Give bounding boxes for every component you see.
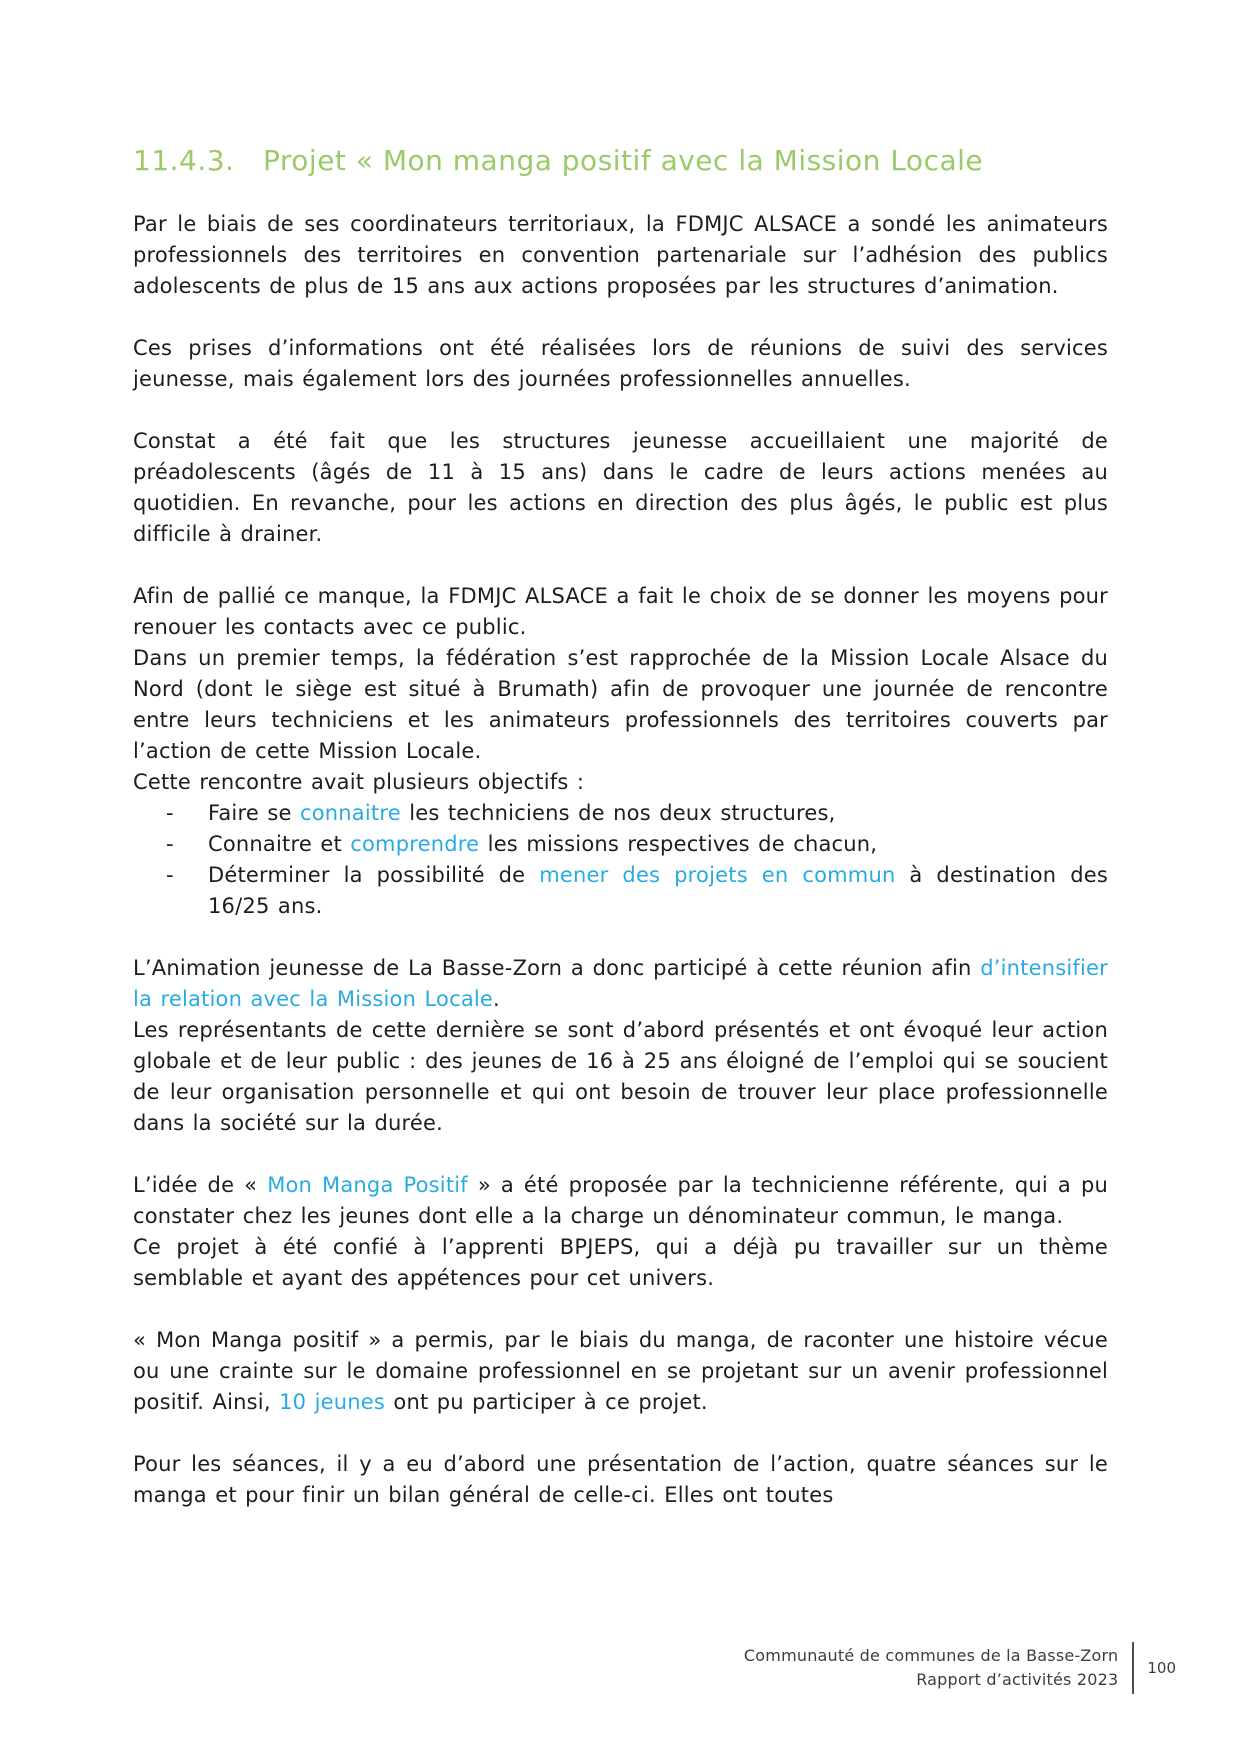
section-number: 11.4.3. bbox=[133, 144, 235, 177]
bullet-item bbox=[133, 860, 1108, 922]
text-segment: les missions respectives de chacun, bbox=[479, 832, 878, 856]
paragraph bbox=[133, 209, 1108, 302]
paragraph bbox=[133, 1015, 1108, 1139]
highlighted-text: comprendre bbox=[350, 832, 480, 856]
section-title: Projet « Mon manga positif avec la Mission Locale bbox=[263, 144, 984, 177]
bullet-list bbox=[133, 798, 1108, 922]
highlighted-text: connaitre bbox=[299, 801, 401, 825]
text-segment: Connaitre et bbox=[208, 832, 351, 856]
text-segment: les techniciens de nos deux structures, bbox=[400, 801, 836, 825]
bullet-dash: - bbox=[166, 832, 174, 856]
highlighted-text: 10 jeunes bbox=[279, 1390, 386, 1414]
page-footer bbox=[744, 1642, 1176, 1694]
text-segment: Afin de pallié ce manque, la FDMJC ALSACE a fait le choix de se donner les moyens pour renouer les contacts avec ce public. bbox=[133, 584, 1108, 639]
text-segment: Ces prises d’informations ont été réalisées lors de réunions de suivi des services jeunesse, mais également lors des journées professionnelles annuelles. bbox=[133, 336, 1108, 391]
highlighted-text: Mon Manga Positif bbox=[267, 1173, 468, 1197]
paragraph bbox=[133, 581, 1108, 643]
text-segment: Par le biais de ses coordinateurs territoriaux, la FDMJC ALSACE a sondé les animateurs professionnels des territoires en convention partenariale sur l’adhésion des publics adolescents de plus de 15 ans aux actions proposées par les structures d’animation. bbox=[133, 212, 1108, 298]
text-segment: Faire se bbox=[208, 801, 300, 825]
bullet-text bbox=[208, 860, 1108, 922]
text-segment: Ce projet à été confié à l’apprenti BPJEPS, qui a déjà pu travailler sur un thème semblable et ayant des appétences pour cet univers. bbox=[133, 1235, 1108, 1290]
highlighted-text: d’intensifier la relation avec la Mission Locale bbox=[133, 956, 1108, 1011]
paragraph bbox=[133, 426, 1108, 550]
paragraph bbox=[133, 1325, 1108, 1418]
paragraph bbox=[133, 1449, 1108, 1511]
paragraph bbox=[133, 1170, 1108, 1232]
text-segment: Constat a été fait que les structures jeunesse accueillaient une majorité de préadolescents (âgés de 11 à 15 ans) dans le cadre de leurs actions menées au quotidien. En revanche, pour les actions en direction des plus âgés, le public est plus difficile à drainer. bbox=[133, 429, 1108, 546]
bullet-item bbox=[133, 798, 1108, 829]
bullet-text bbox=[208, 798, 1108, 829]
document-content bbox=[133, 144, 1108, 1511]
text-segment: à destination des 16/25 ans. bbox=[208, 863, 1109, 918]
paragraph bbox=[133, 767, 1108, 798]
page-number: 100 bbox=[1147, 1659, 1176, 1677]
highlighted-text: mener des projets en commun bbox=[539, 863, 896, 887]
footer-line2: Rapport d’activités 2023 bbox=[916, 1670, 1119, 1689]
footer-report-title bbox=[744, 1644, 1118, 1692]
footer-divider bbox=[1132, 1642, 1134, 1694]
paragraph bbox=[133, 333, 1108, 395]
text-segment: L’idée de « bbox=[133, 1173, 268, 1197]
section-heading bbox=[133, 144, 1108, 177]
document-body bbox=[133, 209, 1108, 1511]
text-segment: Pour les séances, il y a eu d’abord une présentation de l’action, quatre séances sur le manga et pour finir un bilan général de celle-ci. Elles ont toutes bbox=[133, 1452, 1108, 1507]
bullet-text bbox=[208, 829, 1108, 860]
text-segment: Les représentants de cette dernière se sont d’abord présentés et ont évoqué leur action globale et de leur public : des jeunes de 16 à 25 ans éloigné de l’emploi qui se soucient de leur organisation personnelle et qui ont besoin de trouver leur place professionnelle dans la société sur la durée. bbox=[133, 1018, 1108, 1135]
footer-line1: Communauté de communes de la Basse-Zorn bbox=[743, 1646, 1119, 1665]
text-segment: Déterminer la possibilité de bbox=[208, 863, 540, 887]
paragraph bbox=[133, 953, 1108, 1015]
paragraph bbox=[133, 643, 1108, 767]
bullet-dash: - bbox=[166, 863, 174, 887]
paragraph bbox=[133, 1232, 1108, 1294]
text-segment: Dans un premier temps, la fédération s’est rapprochée de la Mission Locale Alsace du Nord (dont le siège est situé à Brumath) afin de provoquer une journée de rencontre entre leurs techniciens et les animateurs professionnels des territoires couverts par l’action de cette Mission Locale. bbox=[133, 646, 1108, 763]
text-segment: « Mon Manga positif » a permis, par le biais du manga, de raconter une histoire vécue ou une crainte sur le domaine professionnel en se projetant sur un avenir professionnel positif. Ainsi, bbox=[133, 1328, 1108, 1414]
text-segment: Cette rencontre avait plusieurs objectifs : bbox=[133, 770, 585, 794]
text-segment: » a été proposée par la technicienne référente, qui a pu constater chez les jeunes dont elle a la charge un dénominateur commun, le manga. bbox=[133, 1173, 1109, 1228]
bullet-dash: - bbox=[166, 801, 174, 825]
text-segment: L’Animation jeunesse de La Basse-Zorn a donc participé à cette réunion afin bbox=[133, 956, 981, 980]
text-segment: ont pu participer à ce projet. bbox=[385, 1390, 708, 1414]
text-segment: . bbox=[493, 987, 500, 1011]
bullet-item bbox=[133, 829, 1108, 860]
